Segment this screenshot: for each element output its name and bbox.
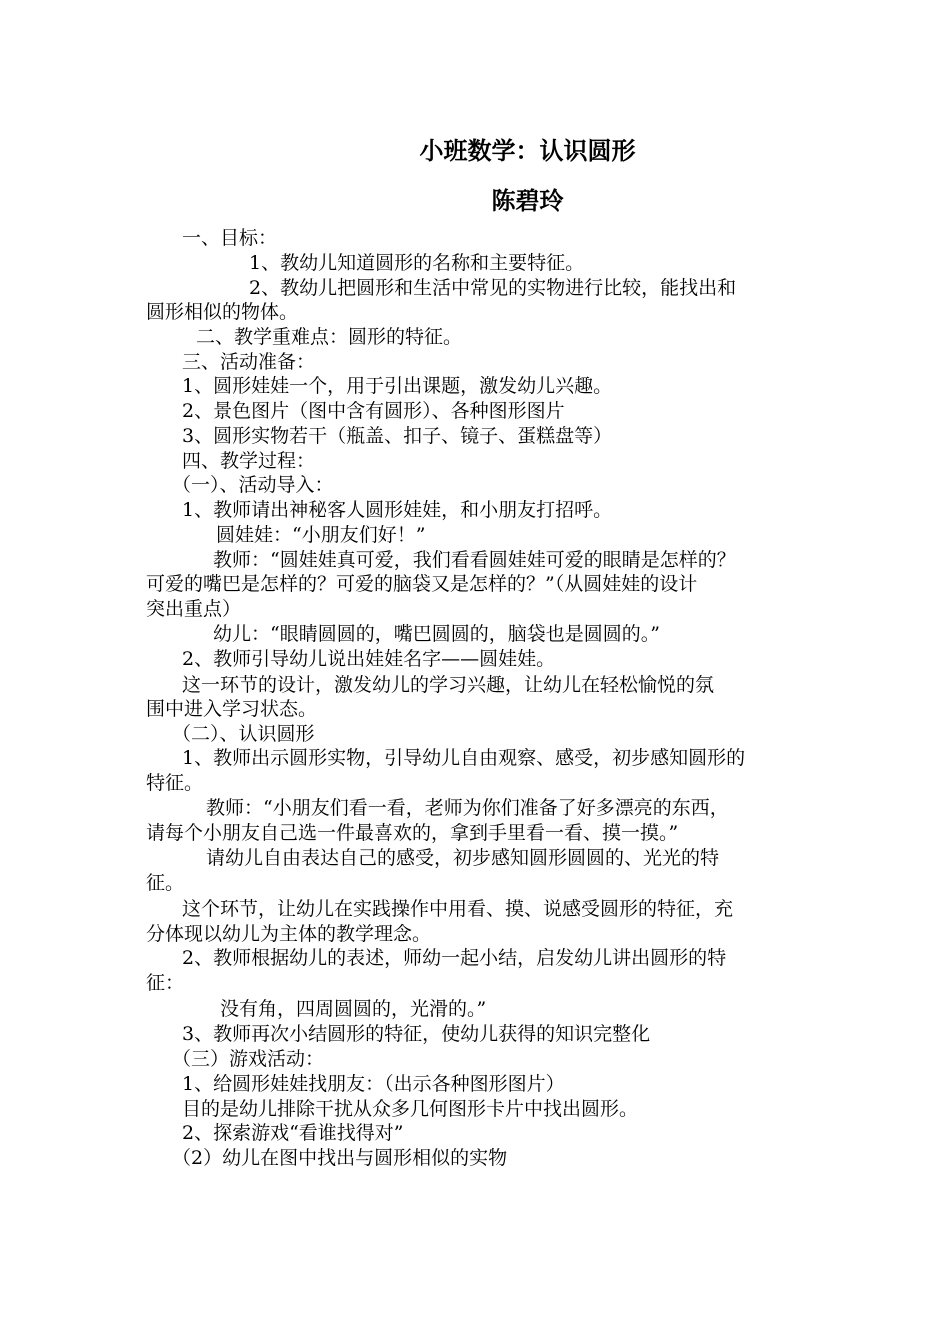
paragraph-line: 圆娃娃：“小朋友们好！” bbox=[216, 524, 426, 546]
paragraph-line: 突出重点） bbox=[146, 598, 242, 620]
paragraph-line: 教师：“圆娃娃真可爱，我们看看圆娃娃可爱的眼睛是怎样的？ bbox=[213, 549, 736, 571]
paragraph-line: 目的是幼儿排除干扰从众多几何图形卡片中找出圆形。 bbox=[182, 1098, 639, 1120]
paragraph-line: 请每个小朋友自己选一件最喜欢的，拿到手里看一看、摸一摸。” bbox=[146, 822, 679, 844]
subsection-heading: （二）、认识圆形 bbox=[172, 723, 315, 745]
paragraph-line: 围中进入学习状态。 bbox=[146, 698, 318, 720]
paragraph-line: 这一环节的设计，激发幼儿的学习兴趣，让幼儿在轻松愉悦的氛 bbox=[182, 674, 715, 696]
paragraph-line: （2）幼儿在图中找出与圆形相似的实物 bbox=[172, 1147, 508, 1169]
paragraph-line: 特征。 bbox=[146, 772, 204, 794]
paragraph-line: 3、圆形实物若干（瓶盖、扣子、镜子、蛋糕盘等） bbox=[182, 425, 613, 447]
document-title: 小班数学：认识圆形 bbox=[419, 137, 636, 165]
paragraph-line: 教师：“小朋友们看一看，老师为你们准备了好多漂亮的东西， bbox=[206, 797, 729, 819]
subsection-heading: （一）、活动导入： bbox=[172, 474, 334, 496]
paragraph-line: 1、教幼儿知道圆形的名称和主要特征。 bbox=[249, 252, 585, 274]
paragraph-line: 分体现以幼儿为主体的教学理念。 bbox=[146, 923, 432, 945]
paragraph-line: 1、圆形娃娃一个，用于引出课题，激发幼儿兴趣。 bbox=[182, 375, 613, 397]
paragraph-line: 征： bbox=[146, 972, 185, 994]
paragraph-line: 幼儿：“眼睛圆圆的，嘴巴圆圆的，脑袋也是圆圆的。” bbox=[213, 623, 660, 645]
document-author: 陈碧玲 bbox=[491, 187, 564, 215]
section-key-points-heading: 二、教学重难点：圆形的特征。 bbox=[196, 326, 463, 348]
paragraph-line: 没有角，四周圆圆的，光滑的。” bbox=[220, 998, 487, 1020]
paragraph-line: 2、教师引导幼儿说出娃娃名字——圆娃娃。 bbox=[182, 648, 556, 670]
paragraph-line: 征。 bbox=[146, 872, 185, 894]
paragraph-line: 2、景色图片（图中含有圆形）、各种图形图片 bbox=[182, 400, 565, 422]
paragraph-line: 2、教幼儿把圆形和生活中常见的实物进行比较，能找出和 bbox=[249, 277, 737, 299]
paragraph-line: 3、教师再次小结圆形的特征，使幼儿获得的知识完整化 bbox=[182, 1023, 651, 1045]
paragraph-line: 1、教师出示圆形实物，引导幼儿自由观察、感受，初步感知圆形的 bbox=[182, 747, 746, 769]
paragraph-line: 可爱的嘴巴是怎样的？可爱的脑袋又是怎样的？”（从圆娃娃的设计 bbox=[146, 573, 698, 595]
section-preparation-heading: 三、活动准备： bbox=[182, 351, 316, 373]
section-goals-heading: 一、目标： bbox=[182, 227, 278, 249]
paragraph-line: 请幼儿自由表达自己的感受，初步感知圆形圆圆的、光光的特 bbox=[206, 847, 720, 869]
paragraph-line: 1、教师请出神秘客人圆形娃娃，和小朋友打招呼。 bbox=[182, 499, 613, 521]
paragraph-line: 2、探索游戏“看谁找得对” bbox=[182, 1122, 404, 1144]
section-process-heading: 四、教学过程： bbox=[182, 450, 316, 472]
paragraph-line: 2、教师根据幼儿的表述，师幼一起小结，启发幼儿讲出圆形的特 bbox=[182, 947, 727, 969]
paragraph-line: 圆形相似的物体。 bbox=[146, 301, 299, 323]
paragraph-line: 1、给圆形娃娃找朋友：（出示各种图形图片） bbox=[182, 1073, 565, 1095]
subsection-heading: （三）游戏活动： bbox=[172, 1048, 325, 1070]
paragraph-line: 这个环节，让幼儿在实践操作中用看、摸、说感受圆形的特征，充 bbox=[182, 898, 734, 920]
